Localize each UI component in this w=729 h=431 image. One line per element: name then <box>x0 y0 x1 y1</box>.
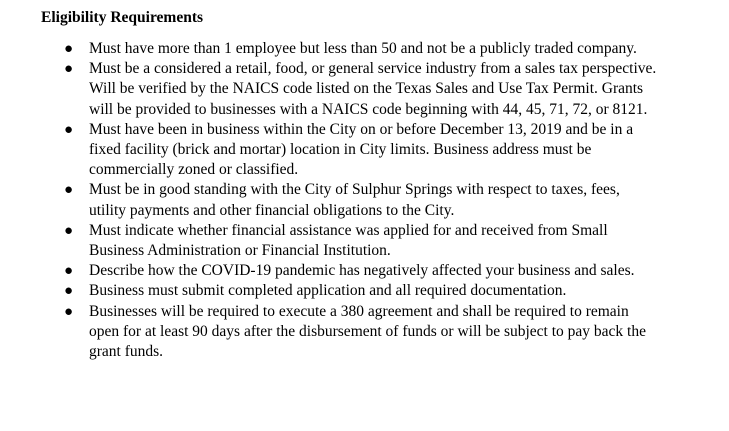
requirement-text: Business must submit completed application and all required documentation. <box>89 282 567 300</box>
requirement-text: Businesses will be required to execute a 380 agreement and shall be required to remain open for at least 90 days after the disbursement of funds or will be subject to pay back the grant funds. <box>89 302 646 361</box>
bullet-icon: ● <box>64 41 74 57</box>
requirement-item <box>0 221 729 261</box>
requirement-text: Must have been in business within the City on or before December 13, 2019 and be in a fixed facility (brick and mortar) location in City limits. Business address must be commercially zoned or classified. <box>89 120 634 179</box>
requirement-item <box>0 302 729 363</box>
bullet-icon: ● <box>64 263 74 280</box>
bullet-icon: ● <box>64 121 74 138</box>
requirements-list <box>0 39 729 362</box>
bullet-icon: ● <box>64 61 74 78</box>
requirement-item <box>0 281 729 301</box>
bullet-icon: ● <box>64 222 74 239</box>
requirement-item <box>0 39 729 59</box>
bullet-icon: ● <box>64 182 74 199</box>
requirement-text: Must be a considered a retail, food, or general service industry from a sales tax perspective. Will be verified by the NAICS code listed on the Texas Sales and Use Tax Permit. Grants will be provided to businesses with a NAICS code beginning with 44, 45, 71, 72, or 8121. <box>89 60 657 118</box>
requirement-item <box>0 180 729 220</box>
bullet-icon: ● <box>64 303 74 320</box>
requirement-item <box>0 261 729 281</box>
requirement-text: Must be in good standing with the City of Sulphur Springs with respect to taxes, fees, utility payments and other financial obligations to the City. <box>89 181 620 219</box>
requirement-text: Must indicate whether financial assistance was applied for and received from Small Business Administration or Financial Institution. <box>89 221 608 260</box>
bullet-icon: ● <box>64 283 74 300</box>
requirement-item <box>0 120 729 181</box>
requirement-text: Must have more than 1 employee but less than 50 and not be a publicly traded company. <box>89 40 637 57</box>
requirement-item <box>0 59 729 120</box>
requirement-text: Describe how the COVID-19 pandemic has negatively affected your business and sales. <box>89 262 635 280</box>
section-heading: Eligibility Requirements <box>41 9 204 26</box>
